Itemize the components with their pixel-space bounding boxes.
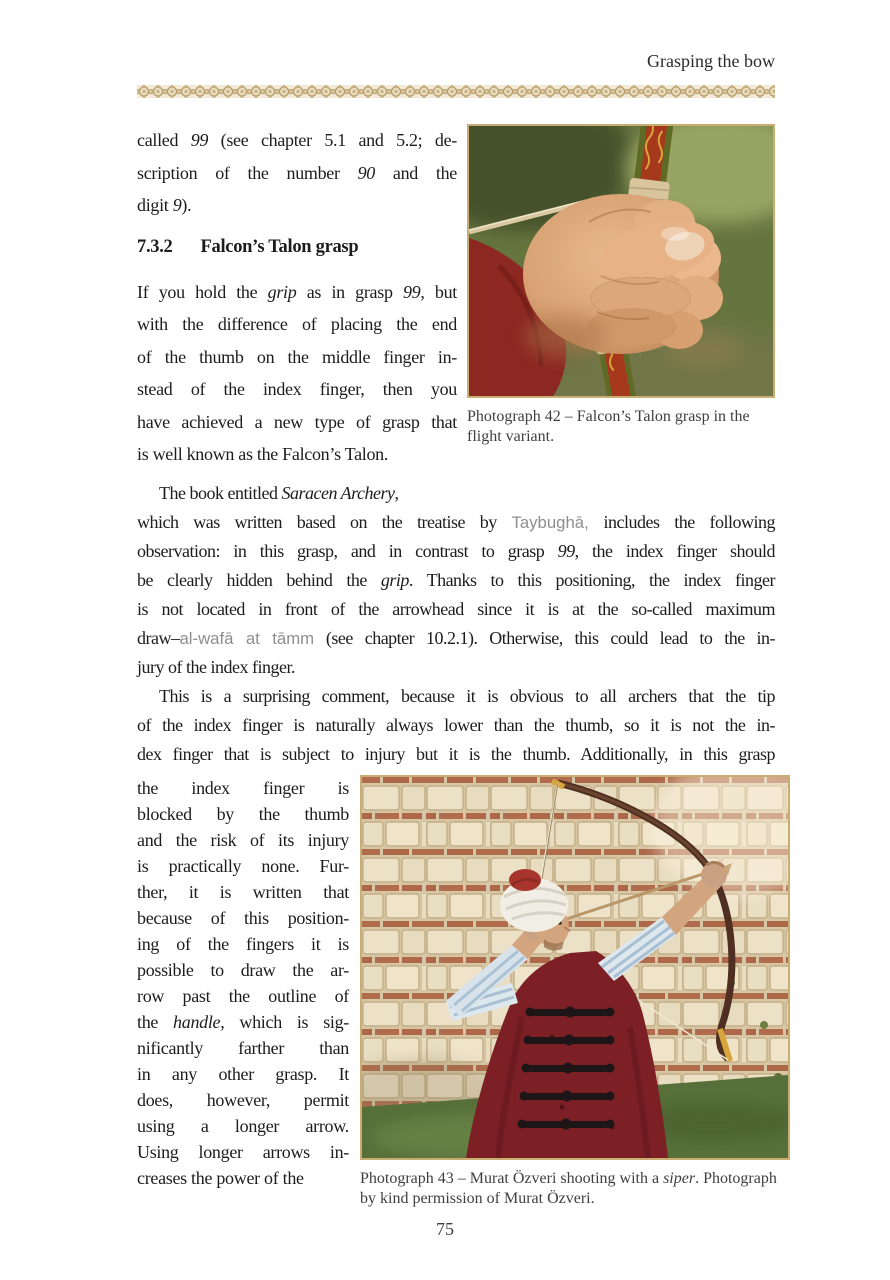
bottom-section bbox=[137, 775, 775, 1209]
falcon-grasp-photo-illustration bbox=[469, 126, 773, 396]
page-number: 75 bbox=[436, 1219, 454, 1239]
paragraph-continuation: called 99 (see chapter 5.1 and 5.2; de- scription of the number 90 and the digit 9). bbox=[137, 130, 457, 215]
caption-photograph-43: Photograph 43 – Murat Özveri shooting with a siper. Photograph by kind permission of Murat Özveri. bbox=[360, 1169, 777, 1207]
ornament-chain-icon bbox=[137, 85, 775, 98]
archer-photo-illustration bbox=[362, 777, 788, 1158]
section-heading bbox=[137, 231, 457, 263]
section-title: Falcon’s Talon grasp bbox=[200, 236, 359, 257]
left-column bbox=[137, 124, 457, 471]
ornament-border bbox=[137, 85, 775, 98]
paragraph-saracen-archery: The book entitled Saracen Archery, which was written based on the treatise by Taybughā, includes the following observation: in this grasp, and in contrast to grasp 99, the index finger should be clearly hidden behind the grip. Thanks to this positioning, the index finger is not located in front of the arrowhead since it is at the so-called maximum draw–al-wafā at tāmm (see chapter 10.2.1). Otherwise, this could lead to the in- jury of the index finger. bbox=[137, 482, 776, 677]
paragraph-surprising-comment: This is a surprising comment, because it is obvious to all archers that the tip of the index finger is naturally always lower than the thumb, so it is not the in- dex finger that is subject to injury but it is the thumb. Additionally, in this grasp bbox=[137, 685, 775, 764]
section-number: 7.3.2 bbox=[137, 236, 173, 257]
paragraph-falcon-intro: If you hold the grip as in grasp 99, but with the difference of placing the end of the thumb on the middle finger in- stead of the index finger, then you have achieved a new type of grasp that is well known as the Falcon’s Talon. bbox=[137, 281, 457, 464]
figure-photograph-42 bbox=[467, 124, 775, 471]
caption-photograph-42: Photograph 42 – Falcon’s Talon grasp in the flight variant. bbox=[467, 408, 750, 445]
top-section bbox=[137, 124, 775, 471]
photo-murat-ozveri bbox=[360, 775, 790, 1160]
figure-photograph-43 bbox=[360, 775, 790, 1209]
running-header: Grasping the bow bbox=[647, 51, 775, 71]
paragraph-grasp-details: the index finger is blocked by the thumb and the risk of its injury is practically none. Fur- ther, it is written that because of this position- ing of the fingers it is possible to draw the ar- row past the outline of the handle, which is sig- nificantly farther than in any other grasp. It does, however, permit using a longer arrow. Using longer arrows in- creases the power of the bbox=[137, 777, 349, 1188]
photo-falcon-talon-grasp bbox=[467, 124, 775, 398]
